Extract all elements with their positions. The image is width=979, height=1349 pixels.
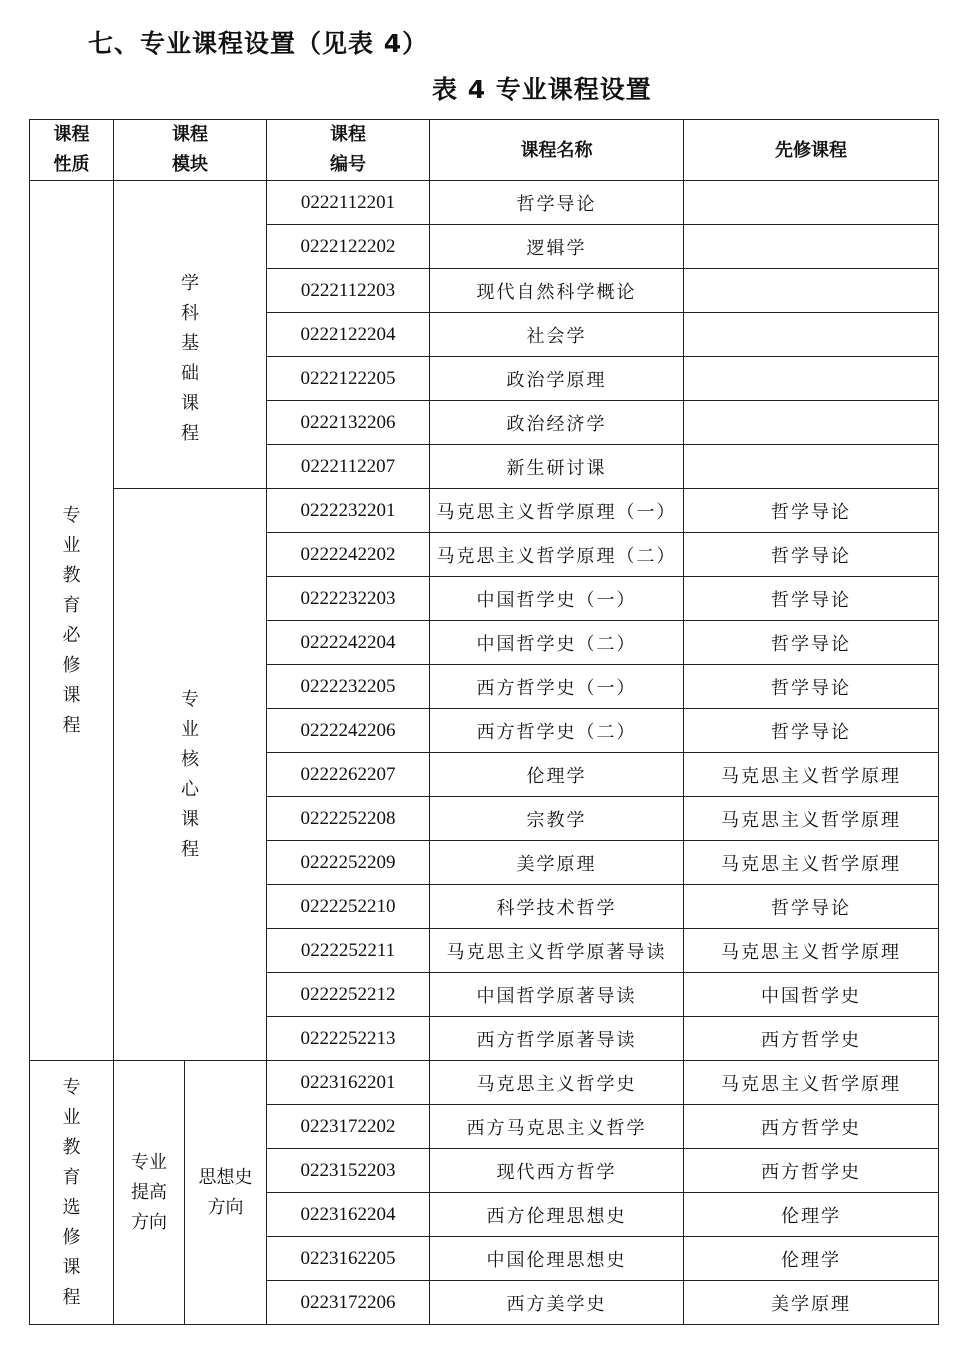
course-code: 0222252213 xyxy=(267,1017,430,1061)
course-code: 0223172202 xyxy=(267,1105,430,1149)
prerequisite: 马克思主义哲学原理 xyxy=(684,797,939,841)
prerequisite xyxy=(684,445,939,489)
course-code: 0222112203 xyxy=(267,269,430,313)
course-code: 0222122204 xyxy=(267,313,430,357)
course-code: 0223152203 xyxy=(267,1149,430,1193)
table-row xyxy=(30,181,939,225)
course-code: 0222252209 xyxy=(267,841,430,885)
course-code: 0223162205 xyxy=(267,1237,430,1281)
prerequisite: 哲学导论 xyxy=(684,577,939,621)
prerequisite: 中国哲学史 xyxy=(684,973,939,1017)
prerequisite: 西方哲学史 xyxy=(684,1017,939,1061)
course-name: 政治学原理 xyxy=(430,357,684,401)
prerequisite: 美学原理 xyxy=(684,1281,939,1325)
course-table xyxy=(29,119,939,1325)
prerequisite: 马克思主义哲学原理 xyxy=(684,1061,939,1105)
course-code: 0222242206 xyxy=(267,709,430,753)
course-code: 0223162201 xyxy=(267,1061,430,1105)
course-name: 美学原理 xyxy=(430,841,684,885)
prerequisite: 西方哲学史 xyxy=(684,1105,939,1149)
direction-history-label: 思想史方向 xyxy=(198,1166,253,1218)
prerequisite: 伦理学 xyxy=(684,1193,939,1237)
prerequisite: 哲学导论 xyxy=(684,709,939,753)
section-heading: 七、专业课程设置（见表 4） xyxy=(88,29,429,58)
course-nature-required-label: 专业教育必修课程 xyxy=(62,504,81,736)
prerequisite: 哲学导论 xyxy=(684,533,939,577)
prerequisite: 哲学导论 xyxy=(684,621,939,665)
module-core xyxy=(114,489,267,1061)
course-code: 0222252210 xyxy=(267,885,430,929)
prerequisite: 哲学导论 xyxy=(684,489,939,533)
course-name: 西方哲学史（一） xyxy=(430,665,684,709)
prerequisite xyxy=(684,313,939,357)
course-code: 0222252212 xyxy=(267,973,430,1017)
course-name: 科学技术哲学 xyxy=(430,885,684,929)
header-row xyxy=(30,120,939,181)
course-name: 现代自然科学概论 xyxy=(430,269,684,313)
table-caption: 表 4 专业课程设置 xyxy=(432,75,652,104)
prerequisite: 哲学导论 xyxy=(684,885,939,929)
header-prerequisite: 先修课程 xyxy=(684,120,939,181)
prerequisite xyxy=(684,357,939,401)
prerequisite: 马克思主义哲学原理 xyxy=(684,929,939,973)
course-nature-required xyxy=(30,181,114,1061)
course-code: 0222232203 xyxy=(267,577,430,621)
module-basic xyxy=(114,181,267,489)
header-code: 课程编号 xyxy=(267,120,430,181)
course-name: 西方美学史 xyxy=(430,1281,684,1325)
table-body xyxy=(30,181,939,1325)
course-name: 马克思主义哲学原理（一） xyxy=(430,489,684,533)
header-module: 课程模块 xyxy=(114,120,267,181)
course-name: 中国哲学史（二） xyxy=(430,621,684,665)
course-code: 0223162204 xyxy=(267,1193,430,1237)
header-name: 课程名称 xyxy=(430,120,684,181)
course-name: 马克思主义哲学原理（二） xyxy=(430,533,684,577)
course-name: 逻辑学 xyxy=(430,225,684,269)
course-name: 西方马克思主义哲学 xyxy=(430,1105,684,1149)
prerequisite xyxy=(684,401,939,445)
course-name: 哲学导论 xyxy=(430,181,684,225)
prerequisite: 马克思主义哲学原理 xyxy=(684,753,939,797)
course-name: 社会学 xyxy=(430,313,684,357)
module-advanced xyxy=(114,1061,185,1325)
course-code: 0222252208 xyxy=(267,797,430,841)
course-name: 中国哲学史（一） xyxy=(430,577,684,621)
prerequisite xyxy=(684,181,939,225)
course-code: 0222232201 xyxy=(267,489,430,533)
course-nature-elective-label: 专业教育选修课程 xyxy=(62,1076,81,1308)
course-name: 伦理学 xyxy=(430,753,684,797)
course-code: 0222132206 xyxy=(267,401,430,445)
course-name: 中国哲学原著导读 xyxy=(430,973,684,1017)
course-code: 0222262207 xyxy=(267,753,430,797)
course-nature-elective xyxy=(30,1061,114,1325)
course-name: 马克思主义哲学原著导读 xyxy=(430,929,684,973)
prerequisite: 马克思主义哲学原理 xyxy=(684,841,939,885)
course-name: 现代西方哲学 xyxy=(430,1149,684,1193)
course-code: 0223172206 xyxy=(267,1281,430,1325)
prerequisite xyxy=(684,269,939,313)
course-code: 0222252211 xyxy=(267,929,430,973)
module-basic-label: 学科基础课程 xyxy=(181,273,199,444)
course-name: 西方哲学原著导读 xyxy=(430,1017,684,1061)
course-name: 马克思主义哲学史 xyxy=(430,1061,684,1105)
course-name: 西方哲学史（二） xyxy=(430,709,684,753)
prerequisite: 西方哲学史 xyxy=(684,1149,939,1193)
module-core-label: 专业核心课程 xyxy=(181,688,199,860)
course-code: 0222112207 xyxy=(267,445,430,489)
module-advanced-label: 专业提高方向 xyxy=(131,1151,167,1233)
header-nature: 课程性质 xyxy=(30,120,114,181)
course-code: 0222242202 xyxy=(267,533,430,577)
course-code: 0222122202 xyxy=(267,225,430,269)
course-code: 0222242204 xyxy=(267,621,430,665)
course-name: 中国伦理思想史 xyxy=(430,1237,684,1281)
prerequisite: 伦理学 xyxy=(684,1237,939,1281)
prerequisite xyxy=(684,225,939,269)
course-name: 西方伦理思想史 xyxy=(430,1193,684,1237)
course-code: 0222112201 xyxy=(267,181,430,225)
table-row xyxy=(30,489,939,533)
prerequisite: 哲学导论 xyxy=(684,665,939,709)
direction-history xyxy=(185,1061,267,1325)
course-name: 新生研讨课 xyxy=(430,445,684,489)
course-code: 0222122205 xyxy=(267,357,430,401)
course-code: 0222232205 xyxy=(267,665,430,709)
course-name: 政治经济学 xyxy=(430,401,684,445)
course-name: 宗教学 xyxy=(430,797,684,841)
table-row xyxy=(30,1061,939,1105)
